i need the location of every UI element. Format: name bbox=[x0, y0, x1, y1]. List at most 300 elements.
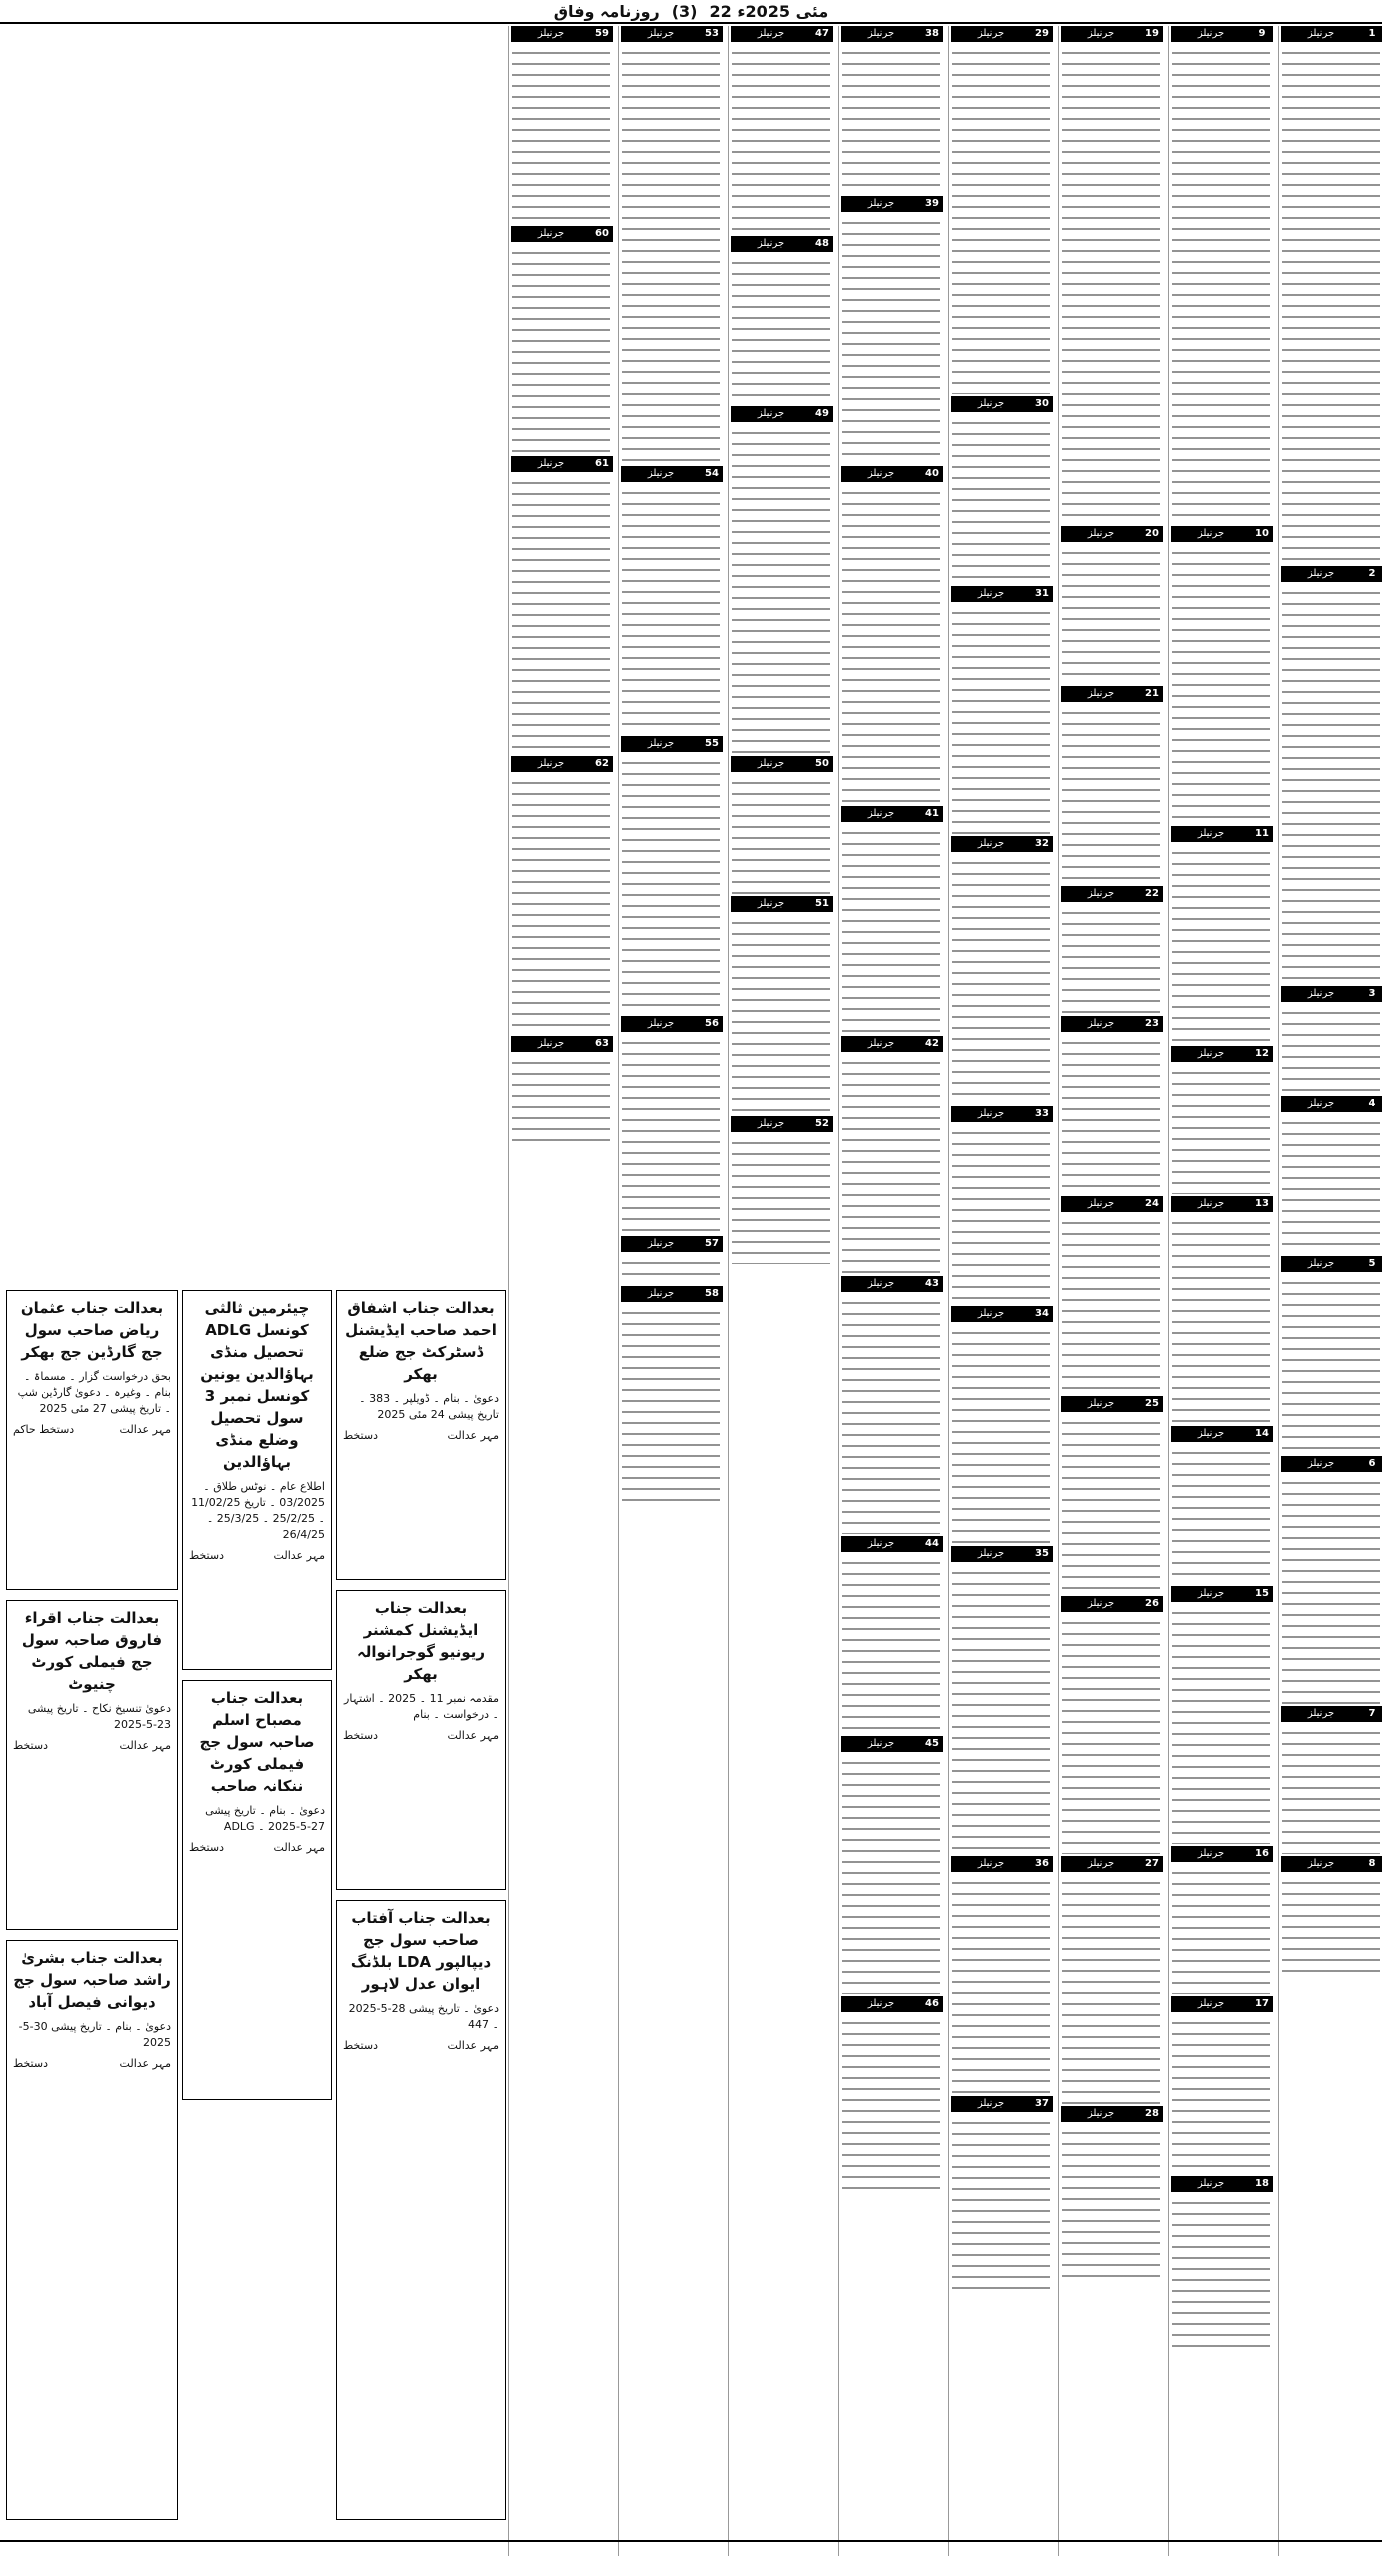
ad-header bbox=[729, 26, 833, 42]
ad-text bbox=[1062, 1876, 1160, 2104]
ad-text bbox=[732, 426, 830, 754]
ad-header bbox=[839, 1036, 943, 1052]
ad-text bbox=[732, 46, 830, 234]
court-notice bbox=[6, 1290, 178, 1590]
ad-text bbox=[1172, 2016, 1270, 2174]
ad-header bbox=[619, 466, 723, 482]
ad-text bbox=[622, 756, 720, 1014]
ad-label: جرنیلز bbox=[1061, 26, 1141, 42]
court-notice bbox=[6, 1600, 178, 1930]
ad-text bbox=[1062, 1216, 1160, 1394]
ad-label: جرنیلز bbox=[621, 1236, 701, 1252]
ad-header bbox=[949, 2096, 1053, 2112]
ad-header bbox=[1059, 26, 1163, 42]
notice-title: چیئرمین ثالثی کونسل ADLG تحصیل منڈی بہاؤالدین یونین کونسل نمبر 3 سول تحصیل وضلع منڈی بہاؤالدین bbox=[200, 1299, 314, 1471]
classified-ad bbox=[729, 1116, 833, 1266]
ad-label: جرنیلز bbox=[511, 756, 591, 772]
classified-ad bbox=[1059, 886, 1163, 1016]
ad-text bbox=[1062, 546, 1160, 684]
ad-header bbox=[1059, 886, 1163, 902]
ad-header bbox=[1279, 986, 1382, 1002]
ad-number: 2 bbox=[1361, 566, 1382, 582]
ad-label: جرنیلز bbox=[621, 736, 701, 752]
ad-number: 57 bbox=[701, 1236, 723, 1252]
ad-number: 22 bbox=[1141, 886, 1163, 902]
ad-header bbox=[1059, 1396, 1163, 1412]
ad-number: 19 bbox=[1141, 26, 1163, 42]
court-notice bbox=[336, 1900, 506, 2520]
ad-text bbox=[1062, 46, 1160, 524]
ad-number: 49 bbox=[811, 406, 833, 422]
ad-text bbox=[1172, 46, 1270, 524]
ad-header bbox=[619, 736, 723, 752]
date: 22 مئی 2025ء bbox=[709, 1, 829, 21]
ad-header bbox=[1279, 26, 1382, 42]
ad-text bbox=[1172, 546, 1270, 824]
ad-number: 54 bbox=[701, 466, 723, 482]
classified-ad bbox=[619, 1236, 723, 1286]
ad-text bbox=[1172, 846, 1270, 1044]
ad-header bbox=[1169, 826, 1273, 842]
ad-number: 59 bbox=[591, 26, 613, 42]
ad-text bbox=[1062, 2126, 1160, 2284]
classified-ad bbox=[619, 1016, 723, 1236]
notice-title: بعدالت جناب ایڈیشنل کمشنر ریونیو گوجرانوالہ بھکر bbox=[356, 1599, 486, 1683]
ad-number: 18 bbox=[1251, 2176, 1273, 2192]
ad-header bbox=[729, 236, 833, 252]
edition: (3) bbox=[671, 1, 698, 21]
ad-header bbox=[1279, 1706, 1382, 1722]
ad-text bbox=[842, 216, 940, 464]
ad-number: 14 bbox=[1251, 1426, 1273, 1442]
ad-label: جرنیلز bbox=[1281, 1456, 1361, 1472]
ad-text bbox=[842, 486, 940, 804]
ad-text bbox=[842, 46, 940, 194]
ad-label: جرنیلز bbox=[621, 1286, 701, 1302]
ad-number: 35 bbox=[1031, 1546, 1053, 1562]
ad-number: 38 bbox=[921, 26, 943, 42]
ad-header bbox=[949, 26, 1053, 42]
ad-header bbox=[1279, 566, 1382, 582]
ad-label: جرنیلز bbox=[1171, 526, 1251, 542]
ad-header bbox=[1059, 686, 1163, 702]
ad-number: 6 bbox=[1361, 1456, 1382, 1472]
ad-text bbox=[952, 46, 1050, 394]
ad-column bbox=[948, 26, 1053, 2556]
classified-ad bbox=[729, 406, 833, 756]
ad-label: جرنیلز bbox=[841, 1996, 921, 2012]
ad-number: 60 bbox=[591, 226, 613, 242]
ad-header bbox=[839, 466, 943, 482]
notice-body: دعویٰ تنسیخ نکاح ۔ تاریخ پیشی 23-5-2025 bbox=[27, 1702, 171, 1731]
ad-header bbox=[1059, 1856, 1163, 1872]
classified-ad bbox=[839, 196, 943, 466]
classified-ad bbox=[949, 1306, 1053, 1546]
ad-number: 39 bbox=[921, 196, 943, 212]
classified-ad bbox=[619, 1286, 723, 1506]
notice-seal: مہر عدالت bbox=[447, 1429, 499, 1442]
masthead bbox=[0, 0, 1382, 24]
classified-ad bbox=[1169, 1196, 1273, 1426]
notice-seal: مہر عدالت bbox=[447, 2039, 499, 2052]
ad-number: 17 bbox=[1251, 1996, 1273, 2012]
ad-label: جرنیلز bbox=[1281, 986, 1361, 1002]
ad-header bbox=[1169, 1586, 1273, 1602]
ad-label: جرنیلز bbox=[841, 26, 921, 42]
ad-text bbox=[512, 1056, 610, 1144]
ad-label: جرنیلز bbox=[731, 896, 811, 912]
classified-ad bbox=[949, 1856, 1053, 2096]
classified-ad bbox=[1169, 26, 1273, 526]
ad-label: جرنیلز bbox=[1171, 26, 1251, 42]
ad-number: 20 bbox=[1141, 526, 1163, 542]
classified-ad bbox=[839, 1276, 943, 1536]
ad-text bbox=[732, 256, 830, 404]
notice-seal: مہر عدالت bbox=[273, 1841, 325, 1854]
ad-label: جرنیلز bbox=[951, 1856, 1031, 1872]
ad-label: جرنیلز bbox=[841, 1536, 921, 1552]
ad-label: جرنیلز bbox=[841, 806, 921, 822]
ad-label: جرنیلز bbox=[951, 1546, 1031, 1562]
ad-text bbox=[1062, 1616, 1160, 1854]
ad-number: 45 bbox=[921, 1736, 943, 1752]
notice-seal: مہر عدالت bbox=[447, 1729, 499, 1742]
paper-name: روزنامہ وفاق bbox=[553, 1, 660, 21]
ad-label: جرنیلز bbox=[1281, 1856, 1361, 1872]
ad-text bbox=[842, 826, 940, 1034]
ad-header bbox=[509, 26, 613, 42]
notice-seal: مہر عدالت bbox=[273, 1549, 325, 1562]
classified-ad bbox=[1169, 2176, 1273, 2356]
ad-number: 11 bbox=[1251, 826, 1273, 842]
notice-body: بحق درخواست گزار ۔ مسماۃ ۔ بنام ۔ وغیرہ ۔ دعویٰ گارڈین شپ ۔ تاریخ پیشی 27 مئی 2025 bbox=[17, 1370, 171, 1415]
notice-seal: مہر عدالت bbox=[119, 1423, 171, 1436]
ad-text bbox=[1282, 1876, 1380, 1974]
ad-text bbox=[1282, 586, 1380, 984]
ad-header bbox=[1279, 1256, 1382, 1272]
ad-text bbox=[732, 1136, 830, 1264]
ad-label: جرنیلز bbox=[1061, 1016, 1141, 1032]
ad-text bbox=[512, 476, 610, 754]
ad-text bbox=[952, 1126, 1050, 1304]
ad-label: جرنیلز bbox=[511, 226, 591, 242]
classified-ad bbox=[729, 756, 833, 896]
ad-label: جرنیلز bbox=[1061, 1856, 1141, 1872]
ad-label: جرنیلز bbox=[731, 406, 811, 422]
ad-number: 53 bbox=[701, 26, 723, 42]
classified-ad bbox=[1059, 1016, 1163, 1196]
ad-label: جرنیلز bbox=[951, 2096, 1031, 2112]
classified-ad bbox=[729, 236, 833, 406]
ad-number: 61 bbox=[591, 456, 613, 472]
classified-ad bbox=[729, 26, 833, 236]
ad-header bbox=[1279, 1856, 1382, 1872]
ad-label: جرنیلز bbox=[511, 26, 591, 42]
notice-title: بعدالت جناب بشریٰ راشد صاحبہ سول جج دیوانی فیصل آباد bbox=[13, 1949, 171, 2011]
ad-header bbox=[949, 396, 1053, 412]
court-notice bbox=[182, 1680, 332, 2100]
ad-text bbox=[1172, 1866, 1270, 1994]
classified-ad bbox=[839, 806, 943, 1036]
ad-text bbox=[622, 46, 720, 464]
classified-ad bbox=[1059, 2106, 1163, 2286]
classified-ad bbox=[1169, 526, 1273, 826]
ad-text bbox=[1282, 46, 1380, 564]
ad-number: 5 bbox=[1361, 1256, 1382, 1272]
ad-number: 9 bbox=[1251, 26, 1273, 42]
ad-number: 21 bbox=[1141, 686, 1163, 702]
ad-label: جرنیلز bbox=[1281, 1706, 1361, 1722]
classified-ad bbox=[949, 2096, 1053, 2296]
notice-sign: دستخط bbox=[13, 1739, 48, 1752]
ad-text bbox=[952, 1566, 1050, 1854]
ad-label: جرنیلز bbox=[951, 26, 1031, 42]
ad-number: 32 bbox=[1031, 836, 1053, 852]
ad-label: جرنیلز bbox=[1281, 1096, 1361, 1112]
notice-title: بعدالت جناب اقراء فاروق صاحبہ سول جج فیملی کورٹ چنیوٹ bbox=[21, 1609, 163, 1693]
classified-ad bbox=[839, 1536, 943, 1736]
ad-header bbox=[1059, 2106, 1163, 2122]
ad-number: 28 bbox=[1141, 2106, 1163, 2122]
classified-ad bbox=[509, 1036, 613, 1146]
classified-ad bbox=[949, 586, 1053, 836]
ad-label: جرنیلز bbox=[951, 586, 1031, 602]
ad-label: جرنیلز bbox=[731, 26, 811, 42]
notice-seal: مہر عدالت bbox=[119, 2057, 171, 2070]
ad-label: جرنیلز bbox=[1061, 886, 1141, 902]
notice-sign: دستخط bbox=[343, 1729, 378, 1742]
ad-label: جرنیلز bbox=[1171, 1586, 1251, 1602]
ad-text bbox=[952, 856, 1050, 1104]
ad-header bbox=[1169, 1196, 1273, 1212]
notice-body: دعویٰ ۔ بنام ۔ تاریخ پیشی 30-5-2025 bbox=[18, 2020, 171, 2049]
classified-ad bbox=[949, 1106, 1053, 1306]
ad-number: 48 bbox=[811, 236, 833, 252]
ad-number: 10 bbox=[1251, 526, 1273, 542]
ad-header bbox=[619, 26, 723, 42]
classified-ad bbox=[839, 1036, 943, 1276]
ad-text bbox=[952, 1326, 1050, 1544]
ad-column bbox=[618, 26, 723, 2556]
classified-ad bbox=[839, 466, 943, 806]
ad-label: جرنیلز bbox=[731, 236, 811, 252]
classified-ad bbox=[1279, 1096, 1382, 1256]
ad-header bbox=[619, 1016, 723, 1032]
ad-label: جرنیلز bbox=[1171, 1846, 1251, 1862]
ad-header bbox=[949, 586, 1053, 602]
ad-header bbox=[509, 1036, 613, 1052]
ad-header bbox=[619, 1286, 723, 1302]
ad-number: 55 bbox=[701, 736, 723, 752]
notice-sign: دستخط bbox=[189, 1841, 224, 1854]
ad-column bbox=[1058, 26, 1163, 2556]
ad-text bbox=[1172, 1066, 1270, 1194]
ad-text bbox=[1062, 1036, 1160, 1194]
ad-header bbox=[1169, 1426, 1273, 1442]
ad-header bbox=[1169, 526, 1273, 542]
ad-number: 37 bbox=[1031, 2096, 1053, 2112]
ad-number: 30 bbox=[1031, 396, 1053, 412]
ad-text bbox=[622, 486, 720, 734]
classified-ad bbox=[729, 896, 833, 1116]
notice-sign: دستخط bbox=[343, 1429, 378, 1442]
ad-header bbox=[839, 196, 943, 212]
ad-header bbox=[1169, 26, 1273, 42]
ad-column bbox=[728, 26, 833, 2556]
ad-label: جرنیلز bbox=[731, 1116, 811, 1132]
ad-text bbox=[1172, 1446, 1270, 1584]
ad-number: 12 bbox=[1251, 1046, 1273, 1062]
ad-text bbox=[1172, 1606, 1270, 1844]
notice-body: اطلاع عام ۔ نوٹس طلاق ۔ 03/2025 ۔ تاریخ 11/02/25 ۔ 25/2/25 ۔ 25/3/25 ۔ 26/4/25 bbox=[191, 1480, 325, 1541]
classified-ad bbox=[1279, 1456, 1382, 1706]
classified-ad bbox=[509, 756, 613, 1036]
notice-body: دعویٰ ۔ بنام ۔ تاریخ پیشی 27-5-2025 ۔ ADLG bbox=[205, 1804, 325, 1833]
ad-label: جرنیلز bbox=[951, 836, 1031, 852]
ad-number: 46 bbox=[921, 1996, 943, 2012]
ad-label: جرنیلز bbox=[1171, 1046, 1251, 1062]
ad-column bbox=[1278, 26, 1382, 2556]
ad-text bbox=[1172, 2196, 1270, 2354]
ad-header bbox=[1279, 1456, 1382, 1472]
ad-header bbox=[949, 1306, 1053, 1322]
classified-ad bbox=[1169, 826, 1273, 1046]
ad-label: جرنیلز bbox=[1171, 826, 1251, 842]
ad-header bbox=[729, 756, 833, 772]
ad-text bbox=[622, 1036, 720, 1234]
ad-header bbox=[1279, 1096, 1382, 1112]
ad-number: 44 bbox=[921, 1536, 943, 1552]
ad-column bbox=[508, 26, 613, 2556]
ad-number: 26 bbox=[1141, 1596, 1163, 1612]
ad-header bbox=[729, 896, 833, 912]
notice-seal: مہر عدالت bbox=[119, 1739, 171, 1752]
court-notice bbox=[6, 1940, 178, 2520]
ad-header bbox=[509, 756, 613, 772]
ad-label: جرنیلز bbox=[841, 1036, 921, 1052]
ad-number: 42 bbox=[921, 1036, 943, 1052]
ad-label: جرنیلز bbox=[1061, 1196, 1141, 1212]
ad-label: جرنیلز bbox=[841, 466, 921, 482]
ad-header bbox=[839, 26, 943, 42]
ad-text bbox=[512, 46, 610, 224]
ad-number: 47 bbox=[811, 26, 833, 42]
ad-header bbox=[839, 806, 943, 822]
ad-text bbox=[622, 1306, 720, 1504]
classified-ad bbox=[1169, 1426, 1273, 1586]
ad-number: 51 bbox=[811, 896, 833, 912]
ad-label: جرنیلز bbox=[1171, 2176, 1251, 2192]
classified-ad bbox=[1169, 1846, 1273, 1996]
ad-label: جرنیلز bbox=[841, 196, 921, 212]
classified-ad bbox=[619, 26, 723, 466]
ad-number: 15 bbox=[1251, 1586, 1273, 1602]
notice-title: بعدالت جناب عثمان ریاض صاحب سول جج گارڈین جج بھکر bbox=[20, 1299, 164, 1361]
ad-number: 52 bbox=[811, 1116, 833, 1132]
ad-label: جرنیلز bbox=[1061, 686, 1141, 702]
ad-text bbox=[1282, 1726, 1380, 1854]
ad-header bbox=[1169, 2176, 1273, 2192]
ad-label: جرنیلز bbox=[1061, 1396, 1141, 1412]
ad-header bbox=[949, 1856, 1053, 1872]
ad-label: جرنیلز bbox=[951, 396, 1031, 412]
classified-ad bbox=[1059, 1596, 1163, 1856]
classified-ad bbox=[1169, 1046, 1273, 1196]
ad-column bbox=[838, 26, 943, 2556]
ad-number: 24 bbox=[1141, 1196, 1163, 1212]
ad-text bbox=[732, 916, 830, 1114]
notice-sign: دستخط حاکم bbox=[13, 1423, 75, 1436]
classified-ad bbox=[839, 26, 943, 196]
classified-ad bbox=[1279, 1706, 1382, 1856]
ad-number: 27 bbox=[1141, 1856, 1163, 1872]
ad-number: 8 bbox=[1361, 1856, 1382, 1872]
ad-number: 36 bbox=[1031, 1856, 1053, 1872]
ad-header bbox=[949, 1546, 1053, 1562]
classified-ad bbox=[949, 836, 1053, 1106]
ad-label: جرنیلز bbox=[1061, 2106, 1141, 2122]
ad-number: 13 bbox=[1251, 1196, 1273, 1212]
ad-header bbox=[1059, 1016, 1163, 1032]
ad-label: جرنیلز bbox=[841, 1736, 921, 1752]
ad-header bbox=[839, 1996, 943, 2012]
classified-ad bbox=[1279, 986, 1382, 1096]
ad-label: جرنیلز bbox=[1171, 1996, 1251, 2012]
ad-number: 7 bbox=[1361, 1706, 1382, 1722]
ad-text bbox=[1172, 1216, 1270, 1424]
classified-ad bbox=[619, 736, 723, 1016]
notice-sign: دستخط bbox=[343, 2039, 378, 2052]
ad-text bbox=[1062, 906, 1160, 1014]
ad-column bbox=[1168, 26, 1273, 2556]
ad-text bbox=[842, 1296, 940, 1534]
ad-label: جرنیلز bbox=[1281, 1256, 1361, 1272]
ad-text bbox=[1062, 706, 1160, 884]
ad-header bbox=[949, 1106, 1053, 1122]
ad-text bbox=[952, 1876, 1050, 2094]
ad-number: 25 bbox=[1141, 1396, 1163, 1412]
ad-text bbox=[952, 2116, 1050, 2294]
ad-label: جرنیلز bbox=[1171, 1426, 1251, 1442]
ad-header bbox=[1169, 1846, 1273, 1862]
ad-number: 62 bbox=[591, 756, 613, 772]
ad-text bbox=[1282, 1276, 1380, 1454]
ad-label: جرنیلز bbox=[841, 1276, 921, 1292]
ad-label: جرنیلز bbox=[731, 756, 811, 772]
ad-number: 16 bbox=[1251, 1846, 1273, 1862]
classified-ad bbox=[1059, 1396, 1163, 1596]
classified-ad bbox=[839, 1996, 943, 2196]
ad-number: 63 bbox=[591, 1036, 613, 1052]
ad-number: 58 bbox=[701, 1286, 723, 1302]
ad-text bbox=[842, 1756, 940, 1994]
ad-header bbox=[509, 456, 613, 472]
classified-ad bbox=[839, 1736, 943, 1996]
ad-label: جرنیلز bbox=[511, 456, 591, 472]
ad-label: جرنیلز bbox=[621, 1016, 701, 1032]
classified-ad bbox=[949, 396, 1053, 586]
ad-header bbox=[1059, 1596, 1163, 1612]
court-notice bbox=[182, 1290, 332, 1670]
classified-ad bbox=[1059, 1856, 1163, 2106]
classified-ad bbox=[1279, 1856, 1382, 1976]
ad-label: جرنیلز bbox=[951, 1106, 1031, 1122]
ad-number: 23 bbox=[1141, 1016, 1163, 1032]
classified-ad bbox=[509, 26, 613, 226]
ad-header bbox=[509, 226, 613, 242]
ad-header bbox=[839, 1276, 943, 1292]
ad-text bbox=[842, 1556, 940, 1734]
